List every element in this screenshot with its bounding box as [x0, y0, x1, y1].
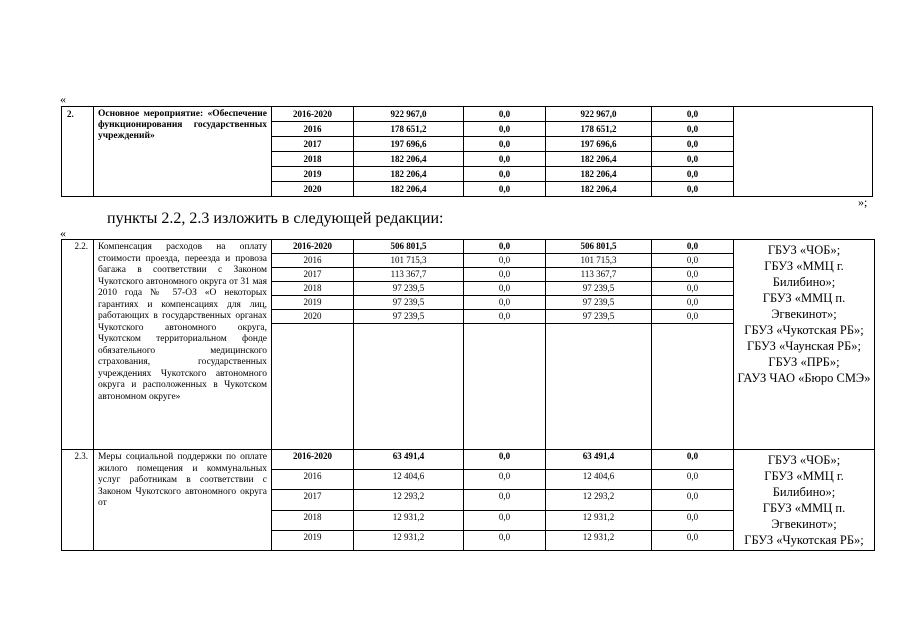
okrug-budget-cell: 182 206,4	[546, 167, 652, 182]
okrug-budget-cell: 12 293,2	[546, 490, 652, 510]
okrug-budget-cell: 101 715,3	[546, 254, 652, 268]
executor-name: ГАУЗ ЧАО «Бюро СМЭ»	[737, 371, 871, 385]
opening-quote-2: «	[60, 226, 66, 240]
total-cell: 182 206,4	[354, 152, 464, 167]
table-row	[62, 450, 875, 470]
period-cell: 2016-2020	[272, 107, 354, 122]
federal-budget-cell: 0,0	[464, 268, 546, 282]
federal-budget-cell: 0,0	[464, 282, 546, 296]
executor-name: ГБУЗ «ММЦ г. Билибино»;	[764, 469, 844, 499]
empty-cell	[354, 324, 464, 450]
table-main-activity	[61, 106, 873, 197]
total-cell: 113 367,7	[354, 268, 464, 282]
period-cell: 2018	[272, 510, 354, 530]
empty-cell	[464, 324, 546, 450]
total-cell: 12 404,6	[354, 470, 464, 490]
federal-budget-cell: 0,0	[464, 254, 546, 268]
period-cell: 2016	[272, 254, 354, 268]
other-sources-cell: 0,0	[652, 310, 734, 324]
okrug-budget-cell: 922 967,0	[546, 107, 652, 122]
okrug-budget-cell: 178 651,2	[546, 122, 652, 137]
okrug-budget-cell: 12 404,6	[546, 470, 652, 490]
other-sources-cell: 0,0	[652, 510, 734, 530]
activity-number: 2.2.	[62, 240, 94, 450]
okrug-budget-cell: 113 367,7	[546, 268, 652, 282]
period-cell: 2018	[272, 282, 354, 296]
okrug-budget-cell: 12 931,2	[546, 530, 652, 550]
federal-budget-cell: 0,0	[464, 310, 546, 324]
total-cell: 101 715,3	[354, 254, 464, 268]
other-sources-cell: 0,0	[652, 530, 734, 550]
federal-budget-cell: 0,0	[464, 240, 546, 254]
total-cell: 182 206,4	[354, 182, 464, 197]
other-sources-cell: 0,0	[652, 122, 734, 137]
closing-quote: »;	[858, 195, 868, 209]
other-sources-cell: 0,0	[652, 107, 734, 122]
period-cell: 2016-2020	[272, 240, 354, 254]
okrug-budget-cell: 97 239,5	[546, 282, 652, 296]
executor-name: ГБУЗ «ММЦ п. Эгвекинот»;	[762, 501, 846, 531]
total-cell: 97 239,5	[354, 310, 464, 324]
period-cell: 2016-2020	[272, 450, 354, 470]
activity-name: Компенсация расходов на оплату стоимости проезда, переезда и провоза багажа в соответствии с Законом Чукотского автономного округа от 31 мая 2010 года № 57-ОЗ «О некоторых гарантиях и компенсациях для лиц, работающих в государственных органах Чукотского автономного округа, Чукотском территориальном фонде обязательного медицинского страхования, государственных учреждениях Чукотского автономного округа и расположенных в Чукотском автономном округе»	[94, 240, 272, 450]
other-sources-cell: 0,0	[652, 240, 734, 254]
executor-name: ГБУЗ «Чукотская РБ»;	[744, 323, 864, 337]
okrug-budget-cell: 182 206,4	[546, 182, 652, 197]
executor-name: ГБУЗ «ММЦ г. Билибино»;	[764, 259, 844, 289]
executor-name: ГБУЗ «ММЦ п. Эгвекинот»;	[762, 291, 846, 321]
period-cell: 2019	[272, 167, 354, 182]
executor-name: ГБУЗ «Чаунская РБ»;	[747, 339, 861, 353]
period-cell: 2019	[272, 296, 354, 310]
okrug-budget-cell: 97 239,5	[546, 310, 652, 324]
empty-cell	[652, 324, 734, 450]
total-cell: 506 801,5	[354, 240, 464, 254]
okrug-budget-cell: 506 801,5	[546, 240, 652, 254]
okrug-budget-cell: 63 491,4	[546, 450, 652, 470]
other-sources-cell: 0,0	[652, 490, 734, 510]
total-cell: 922 967,0	[354, 107, 464, 122]
federal-budget-cell: 0,0	[464, 490, 546, 510]
other-sources-cell: 0,0	[652, 182, 734, 197]
executors-cell	[734, 450, 875, 551]
period-cell: 2016	[272, 470, 354, 490]
period-cell: 2020	[272, 310, 354, 324]
executors-cell	[734, 240, 875, 450]
federal-budget-cell: 0,0	[464, 470, 546, 490]
federal-budget-cell: 0,0	[464, 510, 546, 530]
total-cell: 12 293,2	[354, 490, 464, 510]
other-sources-cell: 0,0	[652, 152, 734, 167]
other-sources-cell: 0,0	[652, 167, 734, 182]
amendment-heading: пункты 2.2, 2.3 изложить в следующей редакции:	[107, 210, 444, 227]
other-sources-cell: 0,0	[652, 268, 734, 282]
executor-name: ГБУЗ «Чукотская РБ»;	[744, 533, 864, 547]
other-sources-cell: 0,0	[652, 470, 734, 490]
federal-budget-cell: 0,0	[464, 530, 546, 550]
total-cell: 12 931,2	[354, 530, 464, 550]
table-activities-2-2-2-3	[61, 239, 875, 551]
activity-name: Основное мероприятие: «Обеспечение функционирования государственных учреждений»	[94, 107, 272, 197]
total-cell: 197 696,6	[354, 137, 464, 152]
period-cell: 2018	[272, 152, 354, 167]
okrug-budget-cell: 197 696,6	[546, 137, 652, 152]
total-cell: 97 239,5	[354, 296, 464, 310]
federal-budget-cell: 0,0	[464, 122, 546, 137]
other-sources-cell: 0,0	[652, 282, 734, 296]
executor-name: ГБУЗ «ПРБ»;	[768, 355, 840, 369]
activity-number: 2.3.	[62, 450, 94, 551]
period-cell: 2017	[272, 137, 354, 152]
period-cell: 2017	[272, 268, 354, 282]
federal-budget-cell: 0,0	[464, 450, 546, 470]
federal-budget-cell: 0,0	[464, 182, 546, 197]
opening-quote-1: «	[60, 92, 66, 106]
empty-cell	[546, 324, 652, 450]
federal-budget-cell: 0,0	[464, 107, 546, 122]
activity-number: 2.	[62, 107, 94, 197]
executor-name: ГБУЗ «ЧОБ»;	[767, 243, 841, 257]
federal-budget-cell: 0,0	[464, 137, 546, 152]
table-row	[62, 240, 875, 254]
total-cell: 182 206,4	[354, 167, 464, 182]
table-row	[62, 107, 873, 122]
okrug-budget-cell: 182 206,4	[546, 152, 652, 167]
period-cell: 2020	[272, 182, 354, 197]
total-cell: 12 931,2	[354, 510, 464, 530]
period-cell: 2016	[272, 122, 354, 137]
executor-name: ГБУЗ «ЧОБ»;	[767, 453, 841, 467]
executors-cell-empty	[734, 107, 873, 197]
other-sources-cell: 0,0	[652, 296, 734, 310]
activity-name: Меры социальной поддержки по оплате жилого помещения и коммунальных услуг работникам в соответствии с Законом Чукотского автономного округа от	[94, 450, 272, 551]
period-cell: 2019	[272, 530, 354, 550]
okrug-budget-cell: 12 931,2	[546, 510, 652, 530]
total-cell: 63 491,4	[354, 450, 464, 470]
federal-budget-cell: 0,0	[464, 152, 546, 167]
federal-budget-cell: 0,0	[464, 296, 546, 310]
total-cell: 178 651,2	[354, 122, 464, 137]
total-cell: 97 239,5	[354, 282, 464, 296]
other-sources-cell: 0,0	[652, 450, 734, 470]
period-cell: 2017	[272, 490, 354, 510]
other-sources-cell: 0,0	[652, 137, 734, 152]
other-sources-cell: 0,0	[652, 254, 734, 268]
federal-budget-cell: 0,0	[464, 167, 546, 182]
okrug-budget-cell: 97 239,5	[546, 296, 652, 310]
empty-cell	[272, 324, 354, 450]
